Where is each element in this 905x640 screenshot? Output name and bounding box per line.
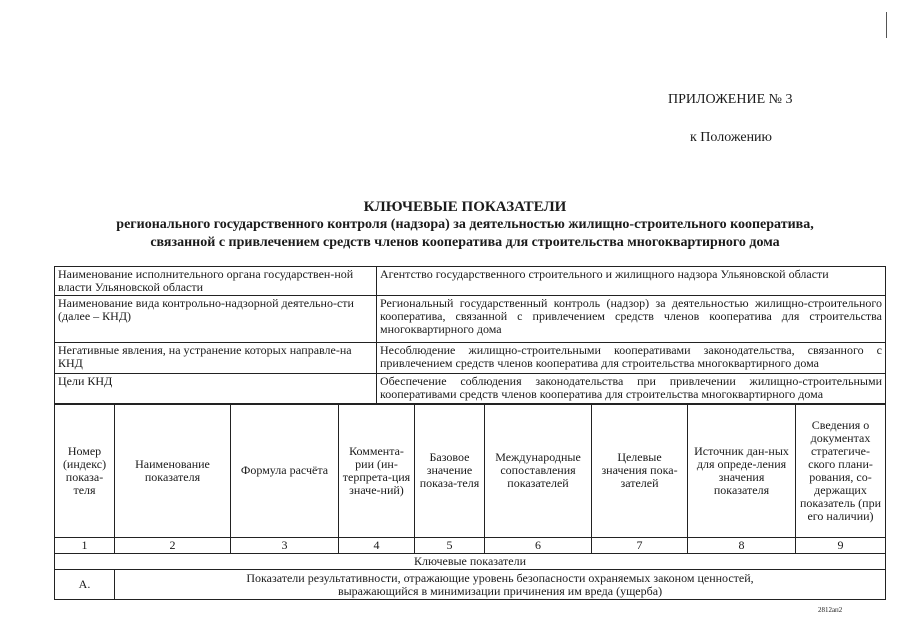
- header-cell-comments: Коммента-рии (ин-терпрета-ция значе-ний): [339, 404, 415, 538]
- column-number: 2: [115, 538, 231, 554]
- title-subline-2: связанной с привлечением средств членов кооператива для строительства многоквартирного дома: [150, 235, 780, 250]
- column-number: 7: [592, 538, 688, 554]
- row-a-line-1: Показатели результативности, отражающие уровень безопасности охраняемых законом ценностей,: [246, 570, 754, 585]
- info-value: Региональный государственный контроль (надзор) за деятельностью жилищно-строительного кооператива, связанной с привлечением средств членов кооператива для строительства многоквартирного дома: [377, 296, 886, 343]
- column-number: 8: [688, 538, 796, 554]
- row-a: [55, 570, 886, 600]
- info-value: Обеспечение соблюдения законодательства при привлечении жилищно-строительными кооперативами средств членов кооператива для строительства многоквартирного дома: [377, 374, 886, 405]
- document-title: [40, 198, 890, 252]
- column-number: 9: [796, 538, 886, 554]
- info-value: Несоблюдение жилищно-строительными кооперативами законодательства, связанного с привлечением средств членов кооператива для строительства многоквартирного дома: [377, 343, 886, 374]
- header-cell-name: Наименование показателя: [115, 404, 231, 538]
- info-row: [55, 267, 886, 296]
- row-a-index: А.: [55, 570, 115, 600]
- info-row: [55, 374, 886, 405]
- title-subline-1: регионального государственного контроля (надзора) за деятельностью жилищно-строительного кооператива,: [116, 217, 814, 232]
- section-title: Ключевые показатели: [55, 554, 886, 570]
- info-label: Цели КНД: [55, 374, 377, 405]
- header-cell-formula: Формула расчёта: [231, 404, 339, 538]
- header-cell-international: Международные сопоставления показателей: [485, 404, 592, 538]
- section-row: [55, 554, 886, 570]
- info-value: Агентство государственного строительного и жилищного надзора Ульяновской области: [377, 267, 886, 296]
- title-main: КЛЮЧЕВЫЕ ПОКАЗАТЕЛИ: [363, 199, 567, 215]
- row-a-line-2: выражающийся в минимизации причинения им вреда (ущерба): [337, 583, 663, 598]
- column-number: 3: [231, 538, 339, 554]
- info-label: Негативные явления, на устранение которых направле-на КНД: [55, 343, 377, 374]
- info-row: [55, 296, 886, 343]
- column-number-row: [55, 538, 886, 554]
- row-a-description: [115, 570, 886, 600]
- info-table: [54, 266, 886, 405]
- column-number: 1: [55, 538, 115, 554]
- info-label: Наименование исполнительного органа государствен-ной власти Ульяновской области: [55, 267, 377, 296]
- column-number: 6: [485, 538, 592, 554]
- scan-edge-mark: [886, 12, 887, 38]
- header-cell-target: Целевые значения пока-зателей: [592, 404, 688, 538]
- header-cell-source: Источник дан-ных для опреде-ления значения показателя: [688, 404, 796, 538]
- appendix-title: ПРИЛОЖЕНИЕ № 3: [668, 92, 793, 107]
- header-cell-strategic-docs: Сведения о документах стратегиче-ского плани-рования, со-держащих показатель (при его наличии): [796, 404, 886, 538]
- info-row: [55, 343, 886, 374]
- regulation-reference: к Положению: [690, 130, 773, 145]
- indicators-table: [54, 403, 886, 600]
- header-cell-base-value: Базовое значение показа-теля: [415, 404, 485, 538]
- info-label: Наименование вида контрольно-надзорной деятельно-сти (далее – КНД): [55, 296, 377, 343]
- document-code: 2812ап2: [818, 606, 843, 614]
- header-cell-index: Номер (индекс) показа-теля: [55, 404, 115, 538]
- column-number: 4: [339, 538, 415, 554]
- column-number: 5: [415, 538, 485, 554]
- header-row: [55, 404, 886, 538]
